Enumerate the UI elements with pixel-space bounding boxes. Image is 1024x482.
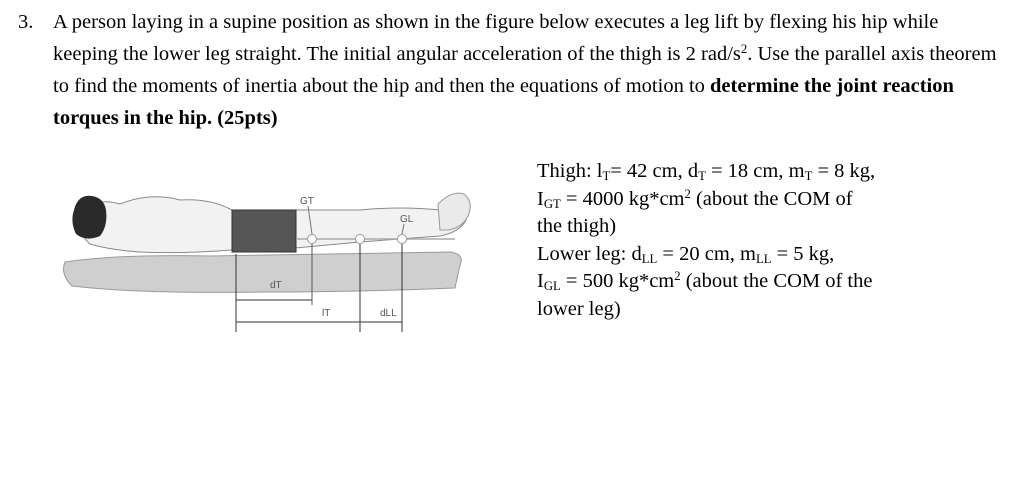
head-shape xyxy=(72,196,106,239)
problem-text-bold: determine the joint reaction torques in the hip. (25pts) xyxy=(53,75,954,129)
lower-leg-values: Lower leg: $d_{LL} = 20$ cm, $m_{LL} = 5$ kg, xyxy=(537,242,835,266)
igt-value: $I_{GT} = 4000$ $kg*cm^2$ (about the COM of xyxy=(537,186,853,211)
thigh-shorts xyxy=(232,210,296,252)
label-lt: lT xyxy=(322,308,331,319)
problem-text-main: A person laying in a supine position as shown in the figure below executes a leg lift by flexing his hip while keeping the lower leg straight. The initial angular acceleration of the thigh is 2 rad/s xyxy=(53,11,939,65)
problem-text xyxy=(53,6,1008,134)
igt-value-cont: the thigh) xyxy=(537,215,617,237)
problem-text-mid: . Use the parallel axis theorem to find the moments of inertia about the hip and then the equations of motion to xyxy=(53,43,997,97)
thigh-values: Thigh: $l_T= 42$ cm, $d_T = 18$ cm, $m_T = 8$ kg, xyxy=(537,160,876,184)
igl-value: $I_{GL} = 500$ $kg*cm^2$ (about the COM of the xyxy=(537,269,873,294)
given-values xyxy=(537,158,977,323)
problem-statement xyxy=(18,6,1008,134)
label-dll: dLL xyxy=(380,308,397,319)
knee-marker xyxy=(356,235,365,244)
accel-exponent: 2 xyxy=(740,42,748,57)
supine-person-figure xyxy=(60,170,480,340)
thigh-com-marker xyxy=(308,235,317,244)
leg-com-marker xyxy=(398,235,407,244)
igl-value-cont: lower leg) xyxy=(537,297,621,320)
label-gl: GL xyxy=(400,214,414,225)
label-gt: GT xyxy=(300,196,314,207)
problem-number: 3. xyxy=(18,11,34,33)
label-dt: dT xyxy=(270,280,282,291)
